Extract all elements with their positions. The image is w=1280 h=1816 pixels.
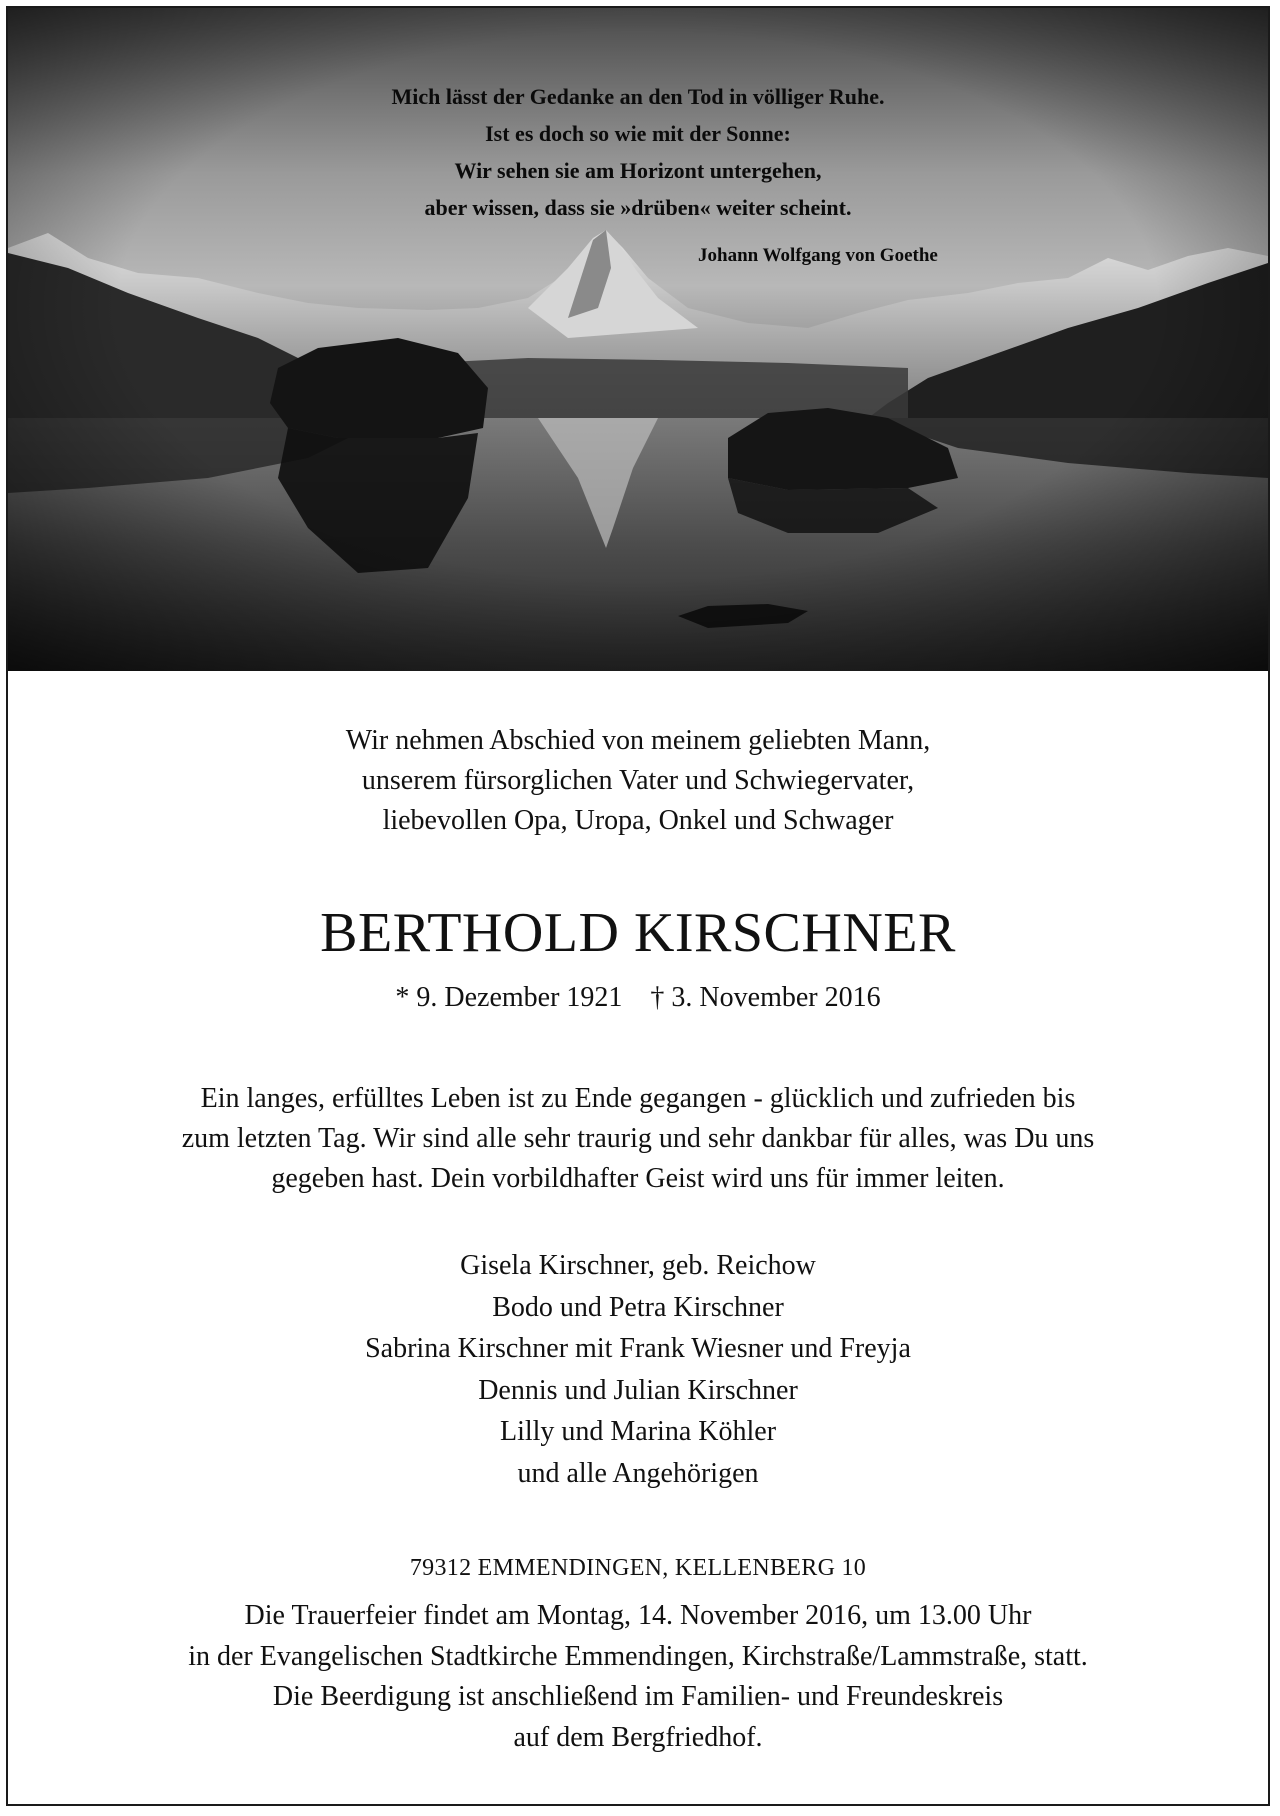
memorial-message [8,1079,1268,1199]
message-line: zum letzten Tag. Wir sind alle sehr traurig und sehr dankbar für alles, was Du uns [181,1123,1095,1154]
intro-line: Wir nehmen Abschied von meinem geliebten Mann, [345,725,931,756]
death-date: † 3. November 2016 [650,982,881,1013]
goethe-quote [8,78,1268,226]
obituary-notice [6,6,1270,1806]
quote-line: aber wissen, dass sie »drüben« weiter scheint. [424,195,852,220]
quote-author: Johann Wolfgang von Goethe [698,245,938,266]
mourner-line: Gisela Kirschner, geb. Reichow [460,1250,816,1281]
quote-line: Mich lässt der Gedanke an den Tod in völliger Ruhe. [391,84,885,109]
mourners-list [8,1245,1268,1494]
funeral-details [8,1596,1268,1758]
mourner-line: Bodo und Petra Kirschner [492,1291,784,1323]
mourner-line: und alle Angehörigen [517,1457,759,1489]
farewell-intro [8,721,1268,841]
ceremony-line: Die Trauerfeier findet am Montag, 14. November 2016, um 13.00 Uhr [244,1600,1032,1631]
family-address: 79312 EMMENDINGEN, KELLENBERG 10 [409,1555,867,1581]
mourner-line: Lilly und Marina Köhler [499,1416,777,1447]
message-line: Ein langes, erfülltes Leben ist zu Ende gegangen - glücklich und zufrieden bis [200,1083,1076,1114]
ceremony-line: in der Evangelischen Stadtkirche Emmendingen, Kirchstraße/Lammstraße, statt. [188,1640,1088,1672]
mourner-line: Sabrina Kirschner mit Frank Wiesner und Freyja [365,1333,911,1364]
life-dates [8,978,1268,1018]
deceased-name: BERTHOLD KIRSCHNER [320,902,956,964]
mourner-line: Dennis und Julian Kirschner [478,1374,798,1406]
ceremony-line: auf dem Bergfriedhof. [513,1721,763,1753]
mountain-lake-photo [8,8,1268,671]
quote-line: Ist es doch so wie mit der Sonne: [485,121,791,146]
quote-line: Wir sehen sie am Horizont untergehen, [454,158,822,183]
birth-date: * 9. Dezember 1921 [395,982,623,1013]
intro-line: unserem fürsorglichen Vater und Schwiegervater, [361,765,915,796]
ceremony-line: Die Beerdigung ist anschließend im Familien- und Freundeskreis [272,1681,1004,1712]
message-line: gegeben hast. Dein vorbildhafter Geist wird uns für immer leiten. [271,1163,1005,1194]
intro-line: liebevollen Opa, Uropa, Onkel und Schwager [382,805,894,836]
